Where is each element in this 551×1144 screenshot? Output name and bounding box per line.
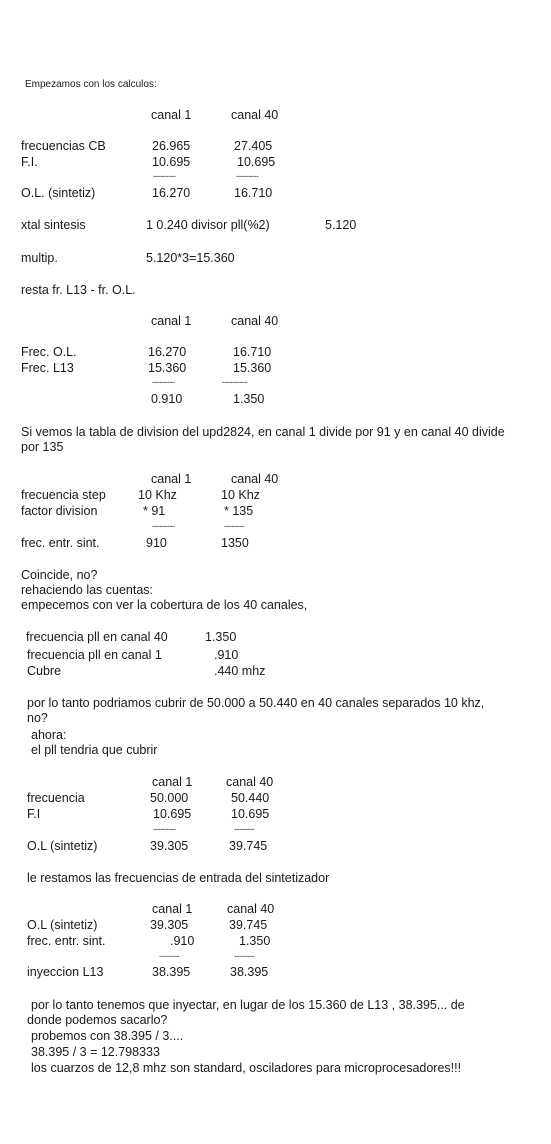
t2-row2-c40: 15.360 xyxy=(233,361,272,375)
t5-row1-label: frecuencia xyxy=(27,791,85,805)
multip-label: multip. xyxy=(21,251,58,265)
t3-divider-c40: -------- xyxy=(224,521,244,531)
t6-row1-c1: 39.305 xyxy=(150,918,189,932)
resta-text: resta fr. L13 - fr. O.L. xyxy=(21,283,136,297)
t4-row3-value: .440 mhz xyxy=(214,664,266,678)
t2-divider-c40: ---------- xyxy=(222,377,247,387)
t4-row2-value: .910 xyxy=(214,648,239,662)
t2-divider-c1: --------- xyxy=(152,377,175,387)
coincide-line2: rehaciendo las cuentas: xyxy=(21,583,154,597)
t2-row3-c40: 1.350 xyxy=(233,392,265,406)
t3-row2-c40: * 135 xyxy=(224,504,254,518)
t1-row1-c40: 27.405 xyxy=(234,139,273,153)
coincide-line3: empecemos con ver la cobertura de los 40 canales, xyxy=(21,598,308,612)
t6-row1-label: O.L (sintetiz) xyxy=(27,918,98,932)
t6-divider-c40: -------- xyxy=(234,951,254,961)
final-line1: por lo tanto tenemos que inyectar, en lugar de los 15.360 de L13 , 38.395... de xyxy=(31,998,465,1012)
t3-row1-label: frecuencia step xyxy=(21,488,106,502)
t1-row3-c40: 16.710 xyxy=(234,186,273,200)
t5-row1-c40: 50.440 xyxy=(231,791,270,805)
t5-row2-label: F.I xyxy=(27,807,41,821)
t2-row2-label: Frec. L13 xyxy=(21,361,74,375)
ahora-line1: ahora: xyxy=(31,728,67,742)
t5-row3-c40: 39.745 xyxy=(229,839,268,853)
para-upd2824: Si vemos la tabla de division del upd2824, en canal 1 divide por 91 y en canal 40 divide por 135 xyxy=(21,425,505,454)
t1-divider-c40: --------- xyxy=(236,171,259,181)
t2-row3-c1: 0.910 xyxy=(151,392,183,406)
final-line3: probemos con 38.395 / 3.... xyxy=(31,1029,184,1043)
t3-row1-c40: 10 Khz xyxy=(221,488,260,502)
t5-row1-c1: 50.000 xyxy=(150,791,189,805)
multip-value: 5.120*3=15.360 xyxy=(146,251,235,265)
t6-row2-label: frec. entr. sint. xyxy=(27,934,106,948)
t6-header-canal1: canal 1 xyxy=(152,902,193,916)
t3-row3-c1: 910 xyxy=(146,536,167,550)
t2-header-canal1: canal 1 xyxy=(151,314,192,328)
t2-row2-c1: 15.360 xyxy=(148,361,187,375)
t4-row3-label: Cubre xyxy=(27,664,62,678)
t4-row2-label: frecuencia pll en canal 1 xyxy=(27,648,162,662)
xtal-value: 1 0.240 divisor pll(%2) xyxy=(146,218,270,232)
t1-row2-label: F.I. xyxy=(21,155,38,169)
t1-header-canal40: canal 40 xyxy=(231,108,279,122)
t3-row3-c40: 1350 xyxy=(221,536,249,550)
t5-header-canal40: canal 40 xyxy=(226,775,274,789)
t3-row1-c1: 10 Khz xyxy=(138,488,177,502)
final-line2: donde podemos sacarlo? xyxy=(27,1013,168,1027)
t4-row1-label: frecuencia pll en canal 40 xyxy=(26,630,168,644)
t6-divider-c1: -------- xyxy=(159,951,179,961)
t5-row3-c1: 39.305 xyxy=(150,839,189,853)
t5-row2-c40: 10.695 xyxy=(231,807,270,821)
t6-row3-label: inyeccion L13 xyxy=(27,965,104,979)
t1-row1-c1: 26.965 xyxy=(152,139,191,153)
ahora-line2: el pll tendria que cubrir xyxy=(31,743,158,757)
t6-row1-c40: 39.745 xyxy=(229,918,268,932)
t2-row1-c40: 16.710 xyxy=(233,345,272,359)
final-line5: los cuarzos de 12,8 mhz son standard, osciladores para microprocesadores!!! xyxy=(31,1061,462,1075)
t6-header-canal40: canal 40 xyxy=(227,902,275,916)
t5-row2-c1: 10.695 xyxy=(153,807,192,821)
t1-divider-c1: --------- xyxy=(153,171,176,181)
coincide-line1: Coincide, no? xyxy=(21,568,98,582)
t2-row1-c1: 16.270 xyxy=(148,345,187,359)
t3-row2-label: factor division xyxy=(21,504,98,518)
t3-header-canal40: canal 40 xyxy=(231,472,279,486)
t3-divider-c1: --------- xyxy=(152,521,175,531)
t3-row3-label: frec. entr. sint. xyxy=(21,536,100,550)
t2-row1-label: Frec. O.L. xyxy=(21,345,77,359)
t6-row3-c40: 38.395 xyxy=(230,965,269,979)
t3-header-canal1: canal 1 xyxy=(151,472,192,486)
t5-row3-label: O.L (sintetiz) xyxy=(27,839,98,853)
xtal-result: 5.120 xyxy=(325,218,357,232)
t2-header-canal40: canal 40 xyxy=(231,314,279,328)
t1-row2-c1: 10.695 xyxy=(152,155,191,169)
t1-header-canal1: canal 1 xyxy=(151,108,192,122)
t3-row2-c1: * 91 xyxy=(143,504,166,518)
t5-divider-c40: -------- xyxy=(234,824,254,834)
t1-row3-label: O.L. (sintetiz) xyxy=(21,186,96,200)
t1-row1-label: frecuencias CB xyxy=(21,139,106,153)
t1-row3-c1: 16.270 xyxy=(152,186,191,200)
t5-header-canal1: canal 1 xyxy=(152,775,193,789)
t6-row2-c40: 1.350 xyxy=(239,934,271,948)
t4-row1-value: 1.350 xyxy=(205,630,237,644)
t5-divider-c1: --------- xyxy=(153,824,176,834)
para-cubrir: por lo tanto podriamos cubrir de 50.000 a 50.440 en 40 canales separados 10 khz, no? xyxy=(27,696,485,725)
t1-row2-c40: 10.695 xyxy=(237,155,276,169)
intro-text: Empezamos con los calculos: xyxy=(25,79,157,90)
restamos-text: le restamos las frecuencias de entrada del sintetizador xyxy=(27,871,330,885)
xtal-label: xtal sintesis xyxy=(21,218,86,232)
t6-row2-c1: .910 xyxy=(170,934,195,948)
t6-row3-c1: 38.395 xyxy=(152,965,191,979)
final-line4: 38.395 / 3 = 12.798333 xyxy=(31,1045,160,1059)
